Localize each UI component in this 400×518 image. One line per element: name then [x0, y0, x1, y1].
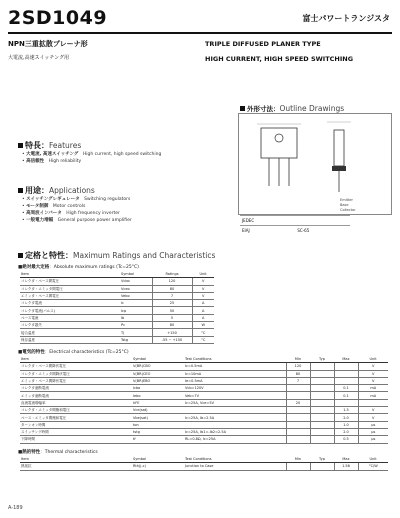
table-cell: Icbo	[132, 385, 184, 392]
table-cell	[310, 363, 334, 370]
thermal-table: Item Symbol Test Conditions Min Typ Max Unit 熱抵抗 Rth(j-c) Junction to Case 1.56 °C/W	[20, 456, 388, 471]
table-row	[20, 370, 388, 377]
table-cell	[310, 392, 334, 399]
application-item: • スイッチングレギュレータ Switching regulators	[22, 197, 131, 202]
table-cell	[310, 421, 334, 428]
table-cell: V(BR)CEO	[132, 370, 184, 377]
table-cell: hFE	[132, 399, 184, 406]
table-cell: 2.0	[334, 428, 358, 435]
table-cell: °C	[192, 336, 214, 343]
feature-item: • 大電流, 高速スイッチング High current, high speed switching	[22, 152, 162, 157]
table-cell	[184, 421, 286, 428]
max-ratings-caption: ■絶対最大定格：Absolute maximum ratings (Tc=25°C)	[18, 265, 139, 270]
pin-2-label: Base	[340, 203, 349, 207]
table-cell: Veb=7V	[184, 392, 286, 399]
table-cell: Ic=10mA	[184, 370, 286, 377]
subtitle-en1: TRIPLE DIFFUSED PLANER TYPE	[205, 40, 321, 48]
feature-item: • 高信頼性 High reliability	[22, 159, 82, 164]
table-cell: °C	[192, 329, 214, 336]
application-item: • 高周波インバータ High frequency inverter	[22, 211, 120, 216]
table-cell	[334, 377, 358, 384]
outline-drawing	[238, 113, 392, 215]
table-cell: V	[358, 407, 388, 414]
table-cell: Iebo	[132, 392, 184, 399]
table-cell: Ic=0.5mA	[184, 363, 286, 370]
table-cell: 25	[152, 300, 192, 307]
table-cell: コレクタ電流	[20, 300, 120, 307]
applications-title: 用途：Applications	[18, 185, 95, 196]
table-cell: RL=0.8Ω, Ic=25A	[184, 436, 286, 443]
table-cell: V	[358, 363, 388, 370]
table-cell: 熱抵抗	[20, 463, 132, 470]
subtitle-jp2: 大電流,高速スイッチング用	[8, 55, 70, 61]
table-cell: 2.0	[334, 414, 358, 421]
table-row	[20, 463, 388, 470]
table-cell: Ic=25A, Ib1=-Ib2=2.5A	[184, 428, 286, 435]
table-cell: 20	[286, 399, 310, 406]
table-cell: コレクタ遮断電流	[20, 385, 132, 392]
table-cell: μs	[358, 421, 388, 428]
pin-list	[340, 198, 356, 213]
table-cell: コレクタ電流(パルス)	[20, 307, 120, 314]
table-cell	[334, 370, 358, 377]
ratings-section-title: 定格と特性：Maximum Ratings and Characteristics	[18, 250, 215, 261]
table-cell: 120	[152, 278, 192, 285]
table-cell: Vbe(sat)	[132, 414, 184, 421]
table-cell: 120	[286, 363, 310, 370]
table-row	[20, 399, 388, 406]
table-row	[20, 363, 388, 370]
subtitle-jp: NPN三重拡散プレーナ形	[8, 40, 88, 48]
table-cell: Tstg	[120, 336, 152, 343]
outline-title: 外形寸法：Outline Drawings	[240, 104, 344, 113]
applications-list	[22, 196, 132, 224]
table-cell: tf	[132, 436, 184, 443]
table-cell: エミッタ・ベース間降伏電圧	[20, 377, 132, 384]
table-cell: 5	[152, 314, 192, 321]
table-cell: 0.5	[334, 436, 358, 443]
table-cell	[310, 407, 334, 414]
table-cell	[310, 428, 334, 435]
table-cell: コレクタ損失	[20, 322, 120, 329]
table-row	[20, 407, 388, 414]
table-cell: Pc	[120, 322, 152, 329]
application-item: • 一般電力増幅 General purpose power amplifier	[22, 218, 132, 223]
table-cell: エミッタ遮断電流	[20, 392, 132, 399]
table-cell: W	[192, 322, 214, 329]
table-cell: V	[192, 292, 214, 299]
table-cell: 接合温度	[20, 329, 120, 336]
table-row	[20, 300, 214, 307]
table-cell: -55 ~ +150	[152, 336, 192, 343]
table-row	[20, 307, 214, 314]
table-row	[20, 436, 388, 443]
table-cell: Ie=0.5mA	[184, 377, 286, 384]
table-cell	[310, 399, 334, 406]
table-cell	[310, 385, 334, 392]
table-cell: Vcb=120V	[184, 385, 286, 392]
table-cell: V(BR)EBO	[132, 377, 184, 384]
table-cell: Ic	[120, 300, 152, 307]
table-row	[20, 278, 214, 285]
table-cell: Vcbo	[120, 278, 152, 285]
table-cell: Tj	[120, 329, 152, 336]
table-cell	[286, 392, 310, 399]
table-row	[20, 414, 388, 421]
table-cell: 80	[286, 370, 310, 377]
table-cell: ターンオン時間	[20, 421, 132, 428]
table-cell: スイッチング時間	[20, 428, 132, 435]
table-cell: tstg	[132, 428, 184, 435]
table-cell: V(BR)CBO	[132, 363, 184, 370]
features-list	[22, 151, 161, 165]
table-row	[20, 314, 214, 321]
table-cell	[286, 463, 310, 470]
table-cell: ベース電流	[20, 314, 120, 321]
part-number: 2SD1049	[8, 7, 108, 29]
table-cell: 7	[152, 292, 192, 299]
table-cell: A	[192, 300, 214, 307]
table-cell: Junction to Case	[184, 463, 286, 470]
table-cell	[286, 414, 310, 421]
thermal-caption: ■熱的特性：Thermal characteristics	[18, 450, 98, 455]
table-row	[20, 329, 214, 336]
table-cell: ベース・エミッタ間飽和電圧	[20, 414, 132, 421]
table-cell: エミッタ・ベース間電圧	[20, 292, 120, 299]
table-cell	[286, 436, 310, 443]
table-cell	[334, 363, 358, 370]
table-cell: 80	[152, 322, 192, 329]
table-row	[20, 285, 214, 292]
table-cell	[334, 399, 358, 406]
table-row	[20, 322, 214, 329]
package-drawing-svg	[239, 114, 391, 214]
table-cell: mA	[358, 385, 388, 392]
table-cell: コレクタ・ベース間降伏電圧	[20, 363, 132, 370]
table-cell: μs	[358, 428, 388, 435]
table-cell: 直流電流増幅率	[20, 399, 132, 406]
table-cell: 保存温度	[20, 336, 120, 343]
table-cell: Rth(j-c)	[132, 463, 184, 470]
table-cell: 1.5	[334, 407, 358, 414]
table-cell	[286, 385, 310, 392]
table-cell: 7	[286, 377, 310, 384]
table-cell: コレクタ・エミッタ間降伏電圧	[20, 370, 132, 377]
max-ratings-table: Item Symbol Ratings Unit コレクタ・ベース間電圧 Vcbo 120 V コレクタ・エミッタ間電圧 Vceo 80 V エミッタ・ベース間電圧 Vebo 7 V コレクタ電流 Ic 25 A コレクタ電流(パルス) Icp 50 A ベース電流 Ib 5 A コレクタ損失 Pc 80 W 接合温度 Tj +150 °C 保存温度 Tstg -55 ~ +150 °C	[20, 271, 214, 344]
table-cell: A	[192, 307, 214, 314]
table-row	[20, 392, 388, 399]
table-cell: Vebo	[120, 292, 152, 299]
table-cell: A	[192, 314, 214, 321]
table-cell	[286, 421, 310, 428]
package-std-table: JEDEC EIAJ SC-65	[240, 215, 350, 235]
table-row	[20, 336, 214, 343]
table-cell: V	[192, 285, 214, 292]
table-row	[20, 385, 388, 392]
table-cell: Ic=25A, Ib=2.5A	[184, 414, 286, 421]
table-cell	[310, 370, 334, 377]
pin-1-label: Emitter	[340, 198, 353, 202]
table-cell: V	[358, 377, 388, 384]
table-row	[20, 428, 388, 435]
table-cell: 1.56	[334, 463, 358, 470]
table-cell: Vce(sat)	[132, 407, 184, 414]
table-cell: 50	[152, 307, 192, 314]
table-cell: コレクタ・エミッタ間電圧	[20, 285, 120, 292]
table-cell	[358, 399, 388, 406]
table-cell	[286, 428, 310, 435]
maker-label: 富士パワートランジスタ	[302, 14, 390, 23]
table-cell: μs	[358, 436, 388, 443]
subtitle-en2: HIGH CURRENT, HIGH SPEED SWITCHING	[205, 55, 354, 63]
elec-char-caption: ■電気的特性：Electrical characteristics (Tc=25°C)	[18, 350, 129, 355]
pin-3-label: Collector	[340, 208, 356, 212]
table-cell: +150	[152, 329, 192, 336]
table-cell	[310, 377, 334, 384]
table-cell: コレクタ・ベース間電圧	[20, 278, 120, 285]
table-cell: V	[358, 414, 388, 421]
table-cell: 下降時間	[20, 436, 132, 443]
table-cell: 1.0	[334, 421, 358, 428]
table-row	[20, 377, 388, 384]
table-cell	[310, 414, 334, 421]
table-cell: 0.1	[334, 392, 358, 399]
table-cell	[286, 407, 310, 414]
table-cell	[310, 436, 334, 443]
table-cell: V	[192, 278, 214, 285]
table-cell: Ib	[120, 314, 152, 321]
header-rule	[8, 32, 392, 34]
table-cell: コレクタ・エミッタ間飽和電圧	[20, 407, 132, 414]
elec-char-table: Item Symbol Test Conditions Min Typ Max Unit コレクタ・ベース間降伏電圧 V(BR)CBO Ic=0.5mA 120 V コレクタ・エミッタ間降伏電圧 V(BR)CEO Ic=10mA 80 V エミッタ・ベース間降伏電圧 V(BR)EBO Ie=0.5mA 7 V コレクタ遮断電流 Icbo Vcb=120V 0.1 mA エミッタ遮断電流 Iebo Veb=7V 0.1 mA 直流電流増幅率 hFE Ic=25A, Vce=5V 20 コレクタ・エミッタ間飽和電圧 Vce(sat) 1.5 V ベース・エミッタ間飽和電圧 Vbe(sat) Ic=25A, Ib=2.5A 2.0 V ターンオン時間 ton 1.0 μs スイッチング時間 tstg Ic=25A, Ib1=-Ib2=2.5A 2.0 μs 下降時間 tf RL=0.8Ω, Ic=25A 0.5 μs	[20, 356, 388, 444]
page-number: A-189	[8, 505, 23, 511]
table-cell: V	[358, 370, 388, 377]
table-row	[20, 292, 214, 299]
table-cell: Ic=25A, Vce=5V	[184, 399, 286, 406]
table-cell: °C/W	[358, 463, 388, 470]
application-item: • モータ制御 Motor controls	[22, 204, 86, 209]
table-cell: ton	[132, 421, 184, 428]
table-cell: 80	[152, 285, 192, 292]
table-cell: mA	[358, 392, 388, 399]
table-cell: 0.1	[334, 385, 358, 392]
table-cell	[310, 463, 334, 470]
features-title: 特長：Features	[18, 140, 81, 151]
table-cell	[184, 407, 286, 414]
table-cell: Vceo	[120, 285, 152, 292]
table-row	[20, 421, 388, 428]
table-cell: Icp	[120, 307, 152, 314]
